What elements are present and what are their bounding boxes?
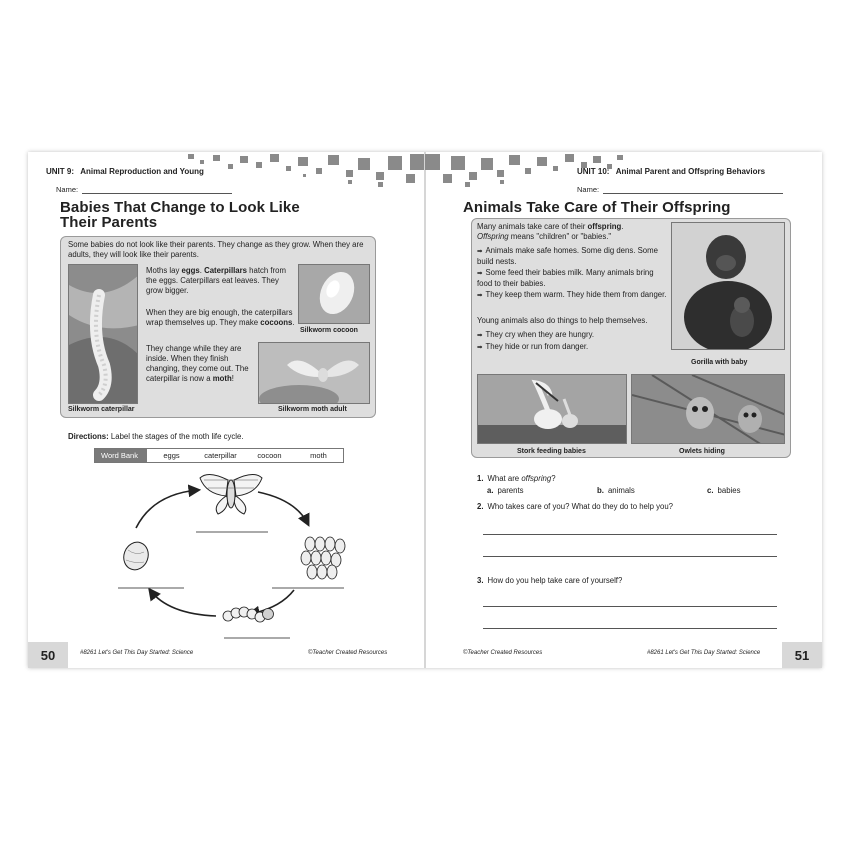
word-bank-label: Word Bank bbox=[95, 449, 147, 462]
unit-heading bbox=[46, 167, 204, 176]
moth-drawing bbox=[200, 474, 262, 514]
question-3: 3. How do you help take care of yourself? bbox=[477, 576, 623, 585]
moth-photo bbox=[258, 342, 370, 404]
intro-text: Many animals take care of their offspring. Offspring means "children" or "babies." bbox=[477, 222, 624, 241]
q1-option-a[interactable]: a. parents bbox=[487, 486, 524, 495]
bullet-item: ➡ They cry when they are hungry. bbox=[477, 330, 595, 339]
unit-heading bbox=[577, 167, 765, 176]
word-bank-word: moth bbox=[310, 451, 327, 460]
directions bbox=[68, 432, 398, 442]
title-line-2: Their Parents bbox=[60, 214, 158, 231]
gorilla-photo bbox=[671, 222, 785, 350]
word-bank bbox=[94, 448, 344, 463]
caption-stork: Stork feeding babies bbox=[517, 448, 586, 455]
word-bank-word: caterpillar bbox=[204, 451, 237, 460]
left-page bbox=[28, 152, 425, 668]
paragraph-cocoons: When they are big enough, the caterpillars wrap themselves up. They make cocoons. bbox=[146, 308, 295, 327]
arrow-caterpillar-to-cocoon bbox=[150, 590, 216, 616]
eggs-drawing bbox=[301, 537, 345, 579]
bullet-item: ➡ Some feed their babies milk. Many animals bring food to their babies. bbox=[477, 268, 654, 288]
footer-left: #8261 Let's Get This Day Started: Science bbox=[80, 650, 194, 656]
intro-text: Some babies do not look like their parents. They change as they grow. When they are adults, they will look like their parents. bbox=[68, 240, 364, 259]
page-title bbox=[60, 200, 300, 230]
directions-text: Label the stages of the moth life cycle. bbox=[110, 432, 244, 441]
answer-line[interactable] bbox=[483, 606, 777, 607]
caterpillar-drawing bbox=[223, 607, 274, 622]
bullet-item: ➡ They hide or run from danger. bbox=[477, 342, 589, 351]
name-label: Name: bbox=[577, 185, 600, 194]
caption-caterpillar: Silkworm caterpillar bbox=[68, 406, 135, 413]
page-number: 50 bbox=[28, 642, 68, 668]
page-number: 51 bbox=[782, 642, 822, 668]
page-title: Animals Take Care of Their Offspring bbox=[463, 199, 731, 216]
title-line-1: Babies That Change to Look Like bbox=[60, 199, 300, 216]
arrow-eggs-to-moth bbox=[136, 490, 198, 528]
directions-label: Directions: bbox=[68, 432, 109, 441]
question-2: 2. Who takes care of you? What do they do to help you? bbox=[477, 502, 674, 511]
unit-title: Animal Parent and Offspring Behaviors bbox=[615, 167, 766, 176]
unit-title: Animal Reproduction and Young bbox=[80, 167, 204, 176]
name-field bbox=[56, 185, 232, 194]
answer-line[interactable] bbox=[483, 556, 777, 557]
young-animals-text: Young animals also do things to help themselves. bbox=[477, 316, 648, 325]
bullet-item: ➡ Animals make safe homes. Some dig dens. Some build nests. bbox=[477, 246, 658, 266]
unit-number: UNIT 10: bbox=[577, 167, 610, 176]
caption-moth: Silkworm moth adult bbox=[278, 406, 347, 413]
cocoon-photo bbox=[298, 264, 370, 324]
name-underline bbox=[82, 186, 232, 194]
answer-line[interactable] bbox=[483, 534, 777, 535]
owlets-photo bbox=[631, 374, 785, 444]
name-label: Name: bbox=[56, 185, 79, 194]
stork-photo bbox=[477, 374, 627, 444]
arrow-moth-to-eggs bbox=[258, 492, 308, 524]
caterpillar-photo bbox=[68, 264, 138, 404]
cocoon-drawing bbox=[120, 539, 152, 574]
paragraph-moth: They change while they are inside. When they finish changing, they come out. The caterpillar is now a moth! bbox=[146, 344, 249, 383]
name-underline bbox=[603, 186, 783, 194]
footer-left: ©Teacher Created Resources bbox=[463, 650, 543, 656]
question-1: 1. What are offspring? bbox=[477, 474, 556, 483]
footer-right: ©Teacher Created Resources bbox=[308, 650, 388, 656]
right-page bbox=[425, 152, 822, 668]
name-field bbox=[577, 185, 783, 194]
caption-owlets: Owlets hiding bbox=[679, 448, 725, 455]
answer-line[interactable] bbox=[483, 628, 777, 629]
q1-option-b[interactable]: b. animals bbox=[597, 486, 635, 495]
caption-cocoon: Silkworm cocoon bbox=[300, 327, 358, 334]
caption-gorilla: Gorilla with baby bbox=[691, 359, 748, 366]
paragraph-eggs: Moths lay eggs. Caterpillars hatch from the eggs. Caterpillars eat leaves. They grow bigger. bbox=[146, 266, 286, 295]
word-bank-word: cocoon bbox=[257, 451, 282, 460]
word-bank-word: eggs bbox=[163, 451, 180, 460]
q1-option-c[interactable]: c. babies bbox=[707, 486, 741, 495]
book-spread bbox=[28, 152, 822, 668]
life-cycle-diagram bbox=[108, 466, 348, 646]
unit-number: UNIT 9: bbox=[46, 167, 74, 176]
footer-right: #8261 Let's Get This Day Started: Science bbox=[647, 650, 761, 656]
bullet-item: ➡ They keep them warm. They hide them from danger. bbox=[477, 290, 667, 299]
